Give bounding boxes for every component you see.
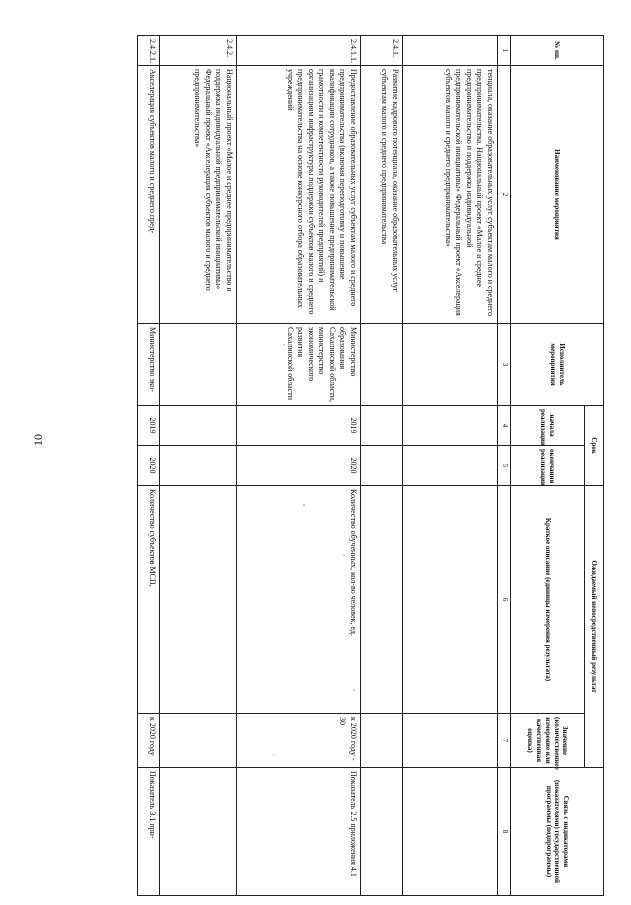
col-number: 5 xyxy=(498,446,511,486)
row-num: 2.4.2.1. xyxy=(138,36,160,66)
row-num: 2.4.2. xyxy=(160,36,237,66)
row-num: 2.4.1.1. xyxy=(237,36,361,66)
header-term-start: начала реализации xyxy=(511,406,585,446)
rotated-table-page xyxy=(148,35,604,895)
col-number: 6 xyxy=(498,486,511,714)
row-name: Развитие кадрового потенциала, оказание образовательных услуг субъектам малого и среднего предпринимательства xyxy=(361,66,403,324)
page-number: 10 xyxy=(31,434,45,446)
scan-speck xyxy=(283,344,284,345)
scan-speck xyxy=(343,554,344,555)
header-result-desc: Краткое описание (единицы измерения результата) xyxy=(511,486,585,714)
header-executor: Исполнитель мероприятия xyxy=(511,324,604,406)
row-desc: Количество обученных, кол-во человек, ед. xyxy=(237,486,361,714)
row-num: 2.4.1. xyxy=(361,36,403,66)
col-number: 2 xyxy=(498,66,511,324)
row-end: 2020 xyxy=(138,446,160,486)
header-num: № пп. xyxy=(511,36,604,66)
row-link: Показатель 2.5 приложения 4.1 xyxy=(237,768,361,896)
header-result-value: Значение (количественное измерение или качественная оценка) xyxy=(511,714,585,768)
row-name: тенциала, оказание образовательных услуг субъектам малого и среднего предпринимательства. Национальный проект «Малое и среднее предпринимательство и поддержка индивидуальной предпринимательской инициативы» Федеральный проект «Акселерация субъектов малого и среднего предпринимательства» xyxy=(403,66,498,324)
row-value: к 2020 году - 30 xyxy=(237,714,361,768)
header-name: Наименование мероприятия xyxy=(511,66,604,324)
header-result: Ожидаемый непосредственный результат xyxy=(585,486,604,768)
col-number: 4 xyxy=(498,406,511,446)
col-number: 8 xyxy=(498,768,511,896)
col-number: 3 xyxy=(498,324,511,406)
scan-specks xyxy=(184,35,604,895)
row-name: Акселерация субъектов малого и среднего пред- xyxy=(138,66,160,324)
row-name: Предоставление образовательных услуг субъектам малого и среднего предпринимательства (включая переподготовку и повышение квалификации сотрудников, а также повышение предпринимательской грамотности и компетентности руководителей предприятий) и организациям инфраструктуры поддержки субъектов малого и среднего предпринимательства на основе конкурсного отбора образовательных учреждений xyxy=(237,66,361,324)
row-name: Национальный проект «Малое и среднее предпринимательство и поддержка индивидуальной предпринимательской инициативы» Федеральный проект «Акселерация субъектов малого и среднего предпринимательства» xyxy=(160,66,237,324)
scan-speck xyxy=(353,689,354,690)
header-term: Срок xyxy=(585,406,604,486)
row-end: 2020 xyxy=(237,446,361,486)
row-start: 2019 xyxy=(237,406,361,446)
row-link: Показатель 3.1 при- xyxy=(138,768,160,896)
scan-speck xyxy=(273,754,274,755)
row-value: к 2020 году xyxy=(138,714,160,768)
header-link: Связь с индикаторами (показателями) государственной программы (подпрограммы) xyxy=(511,768,604,896)
col-number: 7 xyxy=(498,714,511,768)
row-desc: Количество субъектов МСП, xyxy=(138,486,160,714)
row-executor: Министерство образования Сахалинской области, министерство экономического развития Сахалинской области xyxy=(237,324,361,406)
table-row xyxy=(138,36,160,896)
col-number: 1 xyxy=(498,36,511,66)
header-term-end: окончания реализации xyxy=(511,446,585,486)
row-executor: Министерство эко- xyxy=(138,324,160,406)
row-start: 2019 xyxy=(138,406,160,446)
scan-speck xyxy=(303,504,305,506)
